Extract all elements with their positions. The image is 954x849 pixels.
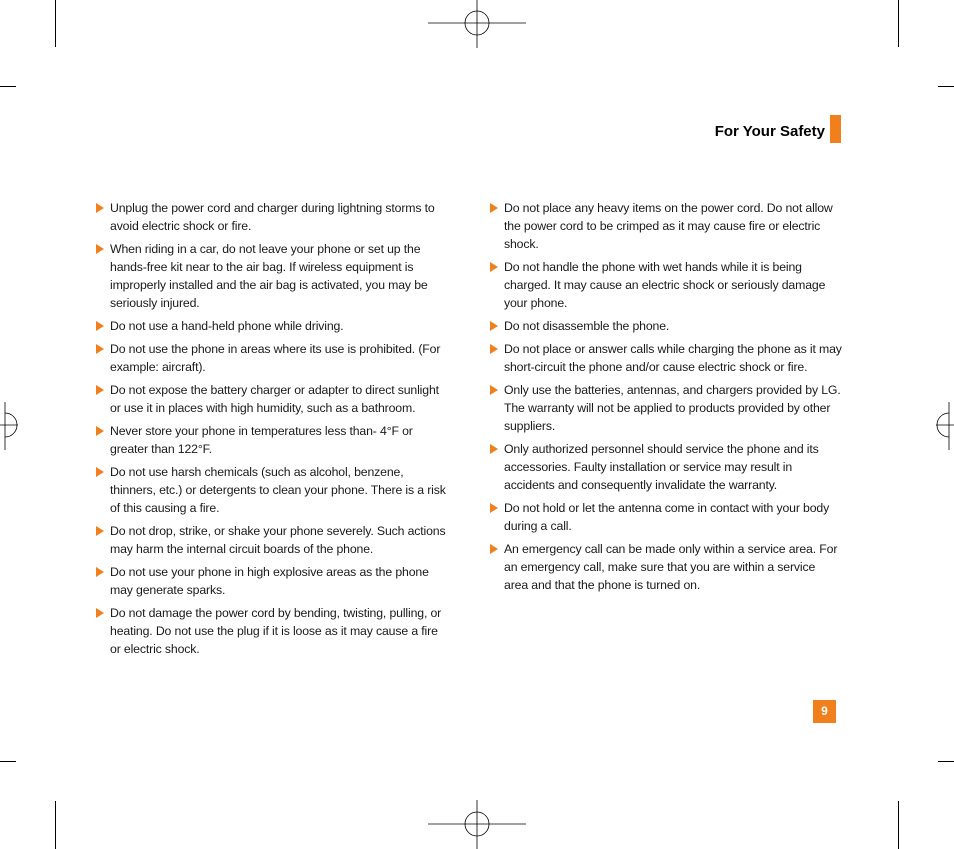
list-item-text: Only authorized personnel should service the phone and its accessories. Faulty installation or service may result in accidents and consequently invalidate the warranty. [504,442,819,492]
triangle-bullet-icon [96,526,104,536]
crop-mark [938,86,954,87]
list-item-text: Do not drop, strike, or shake your phone severely. Such actions may harm the internal circuit boards of the phone. [110,524,446,556]
crop-mark [898,801,899,849]
triangle-bullet-icon [96,244,104,254]
section-title: For Your Safety [714,123,825,140]
crop-mark [55,801,56,849]
list-item [96,604,446,658]
list-item [96,340,446,376]
list-item [96,381,446,417]
triangle-bullet-icon [96,385,104,395]
list-item-text: Do not place or answer calls while charging the phone as it may short-circuit the phone and/or cause electric shock or fire. [504,342,842,374]
list-item [96,522,446,558]
list-item-text: When riding in a car, do not leave your phone or set up the hands-free kit near to the air bag. If wireless equipment is improperly installed and the air bag is activated, you may be seriously injured. [110,242,428,310]
list-item [490,440,842,494]
triangle-bullet-icon [490,385,498,395]
list-item-text: Do not expose the battery charger or adapter to direct sunlight or use it in places with high humidity, such as a bathroom. [110,383,439,415]
list-item [96,317,446,335]
triangle-bullet-icon [96,344,104,354]
triangle-bullet-icon [96,203,104,213]
list-item-text: Do not damage the power cord by bending, twisting, pulling, or heating. Do not use the plug if it is loose as it may cause a fire or electric shock. [110,606,442,656]
list-item [490,258,842,312]
crop-mark [0,86,16,87]
section-tab-marker [830,115,841,143]
crop-mark [55,0,56,47]
registration-mark-left [0,402,18,450]
list-item [490,499,842,535]
triangle-bullet-icon [490,503,498,513]
crop-mark [0,761,16,762]
list-item [96,463,446,517]
list-item-text: Do not disassemble the phone. [504,319,670,333]
triangle-bullet-icon [96,467,104,477]
list-item-text: Do not use the phone in areas where its use is prohibited. (For example: aircraft). [110,342,441,374]
page-number: 9 [813,700,836,723]
triangle-bullet-icon [490,262,498,272]
list-item-text: Do not hold or let the antenna come in contact with your body during a call. [504,501,830,533]
list-item [96,422,446,458]
list-item [96,240,446,312]
list-item [490,381,842,435]
triangle-bullet-icon [490,544,498,554]
triangle-bullet-icon [490,344,498,354]
triangle-bullet-icon [490,444,498,454]
crop-mark [938,761,954,762]
triangle-bullet-icon [96,426,104,436]
list-item [490,340,842,376]
triangle-bullet-icon [96,608,104,618]
list-item-text: Do not use a hand-held phone while driving. [110,319,344,333]
list-item-text: Do not use harsh chemicals (such as alcohol, benzene, thinners, etc.) or detergents to clean your phone. There is a risk of this causing a fire. [110,465,446,515]
triangle-bullet-icon [96,321,104,331]
list-item-text: Unplug the power cord and charger during lightning storms to avoid electric shock or fire. [110,201,435,233]
list-item [490,199,842,253]
registration-mark-right [936,402,954,450]
list-item [490,317,842,335]
list-item-text: Do not place any heavy items on the power cord. Do not allow the power cord to be crimped as it may cause fire or electric shock. [504,201,833,251]
list-item-text: Do not use your phone in high explosive areas as the phone may generate sparks. [110,565,429,597]
list-item [96,563,446,599]
triangle-bullet-icon [490,203,498,213]
triangle-bullet-icon [490,321,498,331]
registration-mark-top [428,0,526,48]
list-item-text: Only use the batteries, antennas, and chargers provided by LG. The warranty will not be applied to products provided by other suppliers. [504,383,841,433]
crop-mark [898,0,899,47]
list-item [96,199,446,235]
registration-mark-bottom [428,800,526,849]
list-item-text: Never store your phone in temperatures less than- 4°F or greater than 122°F. [110,424,413,456]
left-column [96,199,446,663]
triangle-bullet-icon [96,567,104,577]
list-item-text: An emergency call can be made only within a service area. For an emergency call, make sure that you are within a service area and that the phone is turned on. [504,542,838,592]
list-item [490,540,842,594]
list-item-text: Do not handle the phone with wet hands while it is being charged. It may cause an electric shock or seriously damage your phone. [504,260,826,310]
right-column [490,199,842,599]
